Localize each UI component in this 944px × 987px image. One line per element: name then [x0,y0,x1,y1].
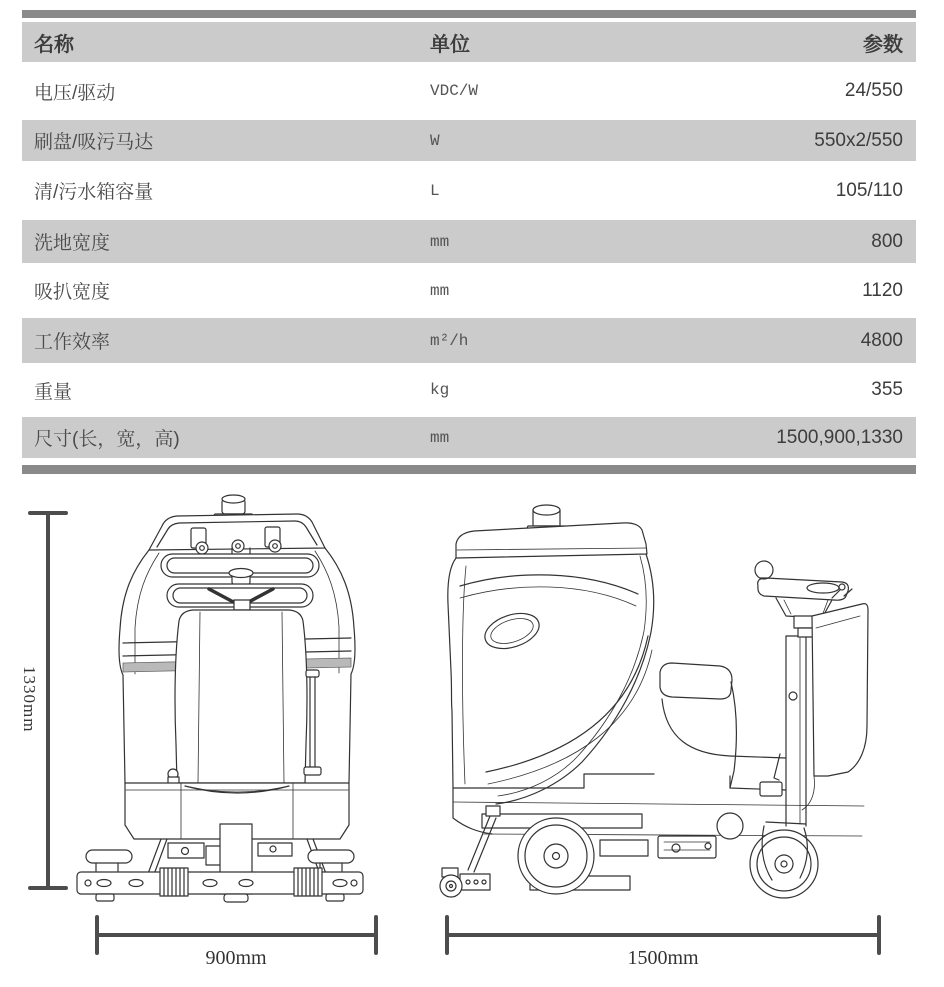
spec-name-cell: 电压/驱动 [34,82,116,104]
side-length-dimension [447,917,879,969]
table-row [22,161,916,220]
front-view-drawing [10,486,430,982]
spec-unit-cell: L [430,181,440,200]
spec-value-cell: 355 [871,379,903,400]
spec-unit-cell: VDC/W [430,82,479,100]
header-value: 参数 [863,33,903,56]
side-view-machine [440,505,868,898]
table-row [22,220,916,263]
table-top-bar [22,10,916,18]
side-view-figure [424,486,944,987]
spec-unit-cell: mm [430,428,450,447]
spec-unit-cell: kg [430,381,450,399]
table-row [22,263,916,318]
spec-name-cell: 洗地宽度 [34,233,111,254]
spec-value-cell: 550x2/550 [814,129,903,151]
table-row [22,363,916,417]
table-row [22,120,916,161]
spec-value-cell: 1120 [862,279,903,301]
header-name: 名称 [34,33,74,56]
table-row [22,318,916,363]
spec-name-cell: 尺寸(长，宽，高) [34,429,180,450]
spec-unit-cell: mm [430,232,450,251]
table-row [22,417,916,458]
spec-unit-cell: m²/h [430,331,469,350]
front-height-dimension-label: 1330mm [20,666,39,733]
spec-value-cell: 24/550 [844,80,903,101]
spec-value-cell: 4800 [860,329,903,351]
spec-name-cell: 刷盘/吸污马达 [34,132,154,153]
spec-value-cell: 105/110 [835,179,903,201]
front-view-machine [77,495,363,902]
header-unit: 单位 [430,33,470,56]
spec-name-cell: 清/污水箱容量 [34,182,154,203]
front-height-dimension [20,513,66,888]
spec-name-cell: 吸扒宽度 [34,282,111,303]
spec-table [22,10,916,474]
table-header-row [22,22,916,62]
table-row [22,62,916,120]
spec-value-cell: 800 [871,230,903,252]
side-view-drawing [424,486,944,982]
front-view-figure [10,486,430,987]
front-width-dimension [97,917,376,969]
spec-value-cell: 1500,900,1330 [776,426,903,448]
spec-name-cell: 重量 [34,381,73,403]
spec-unit-cell: W [430,131,440,150]
front-width-dimension-label: 900mm [205,947,267,969]
spec-name-cell: 工作效率 [34,332,111,353]
spec-unit-cell: mm [430,281,450,300]
side-length-dimension-label: 1500mm [627,947,699,969]
table-bottom-bar [22,465,916,474]
